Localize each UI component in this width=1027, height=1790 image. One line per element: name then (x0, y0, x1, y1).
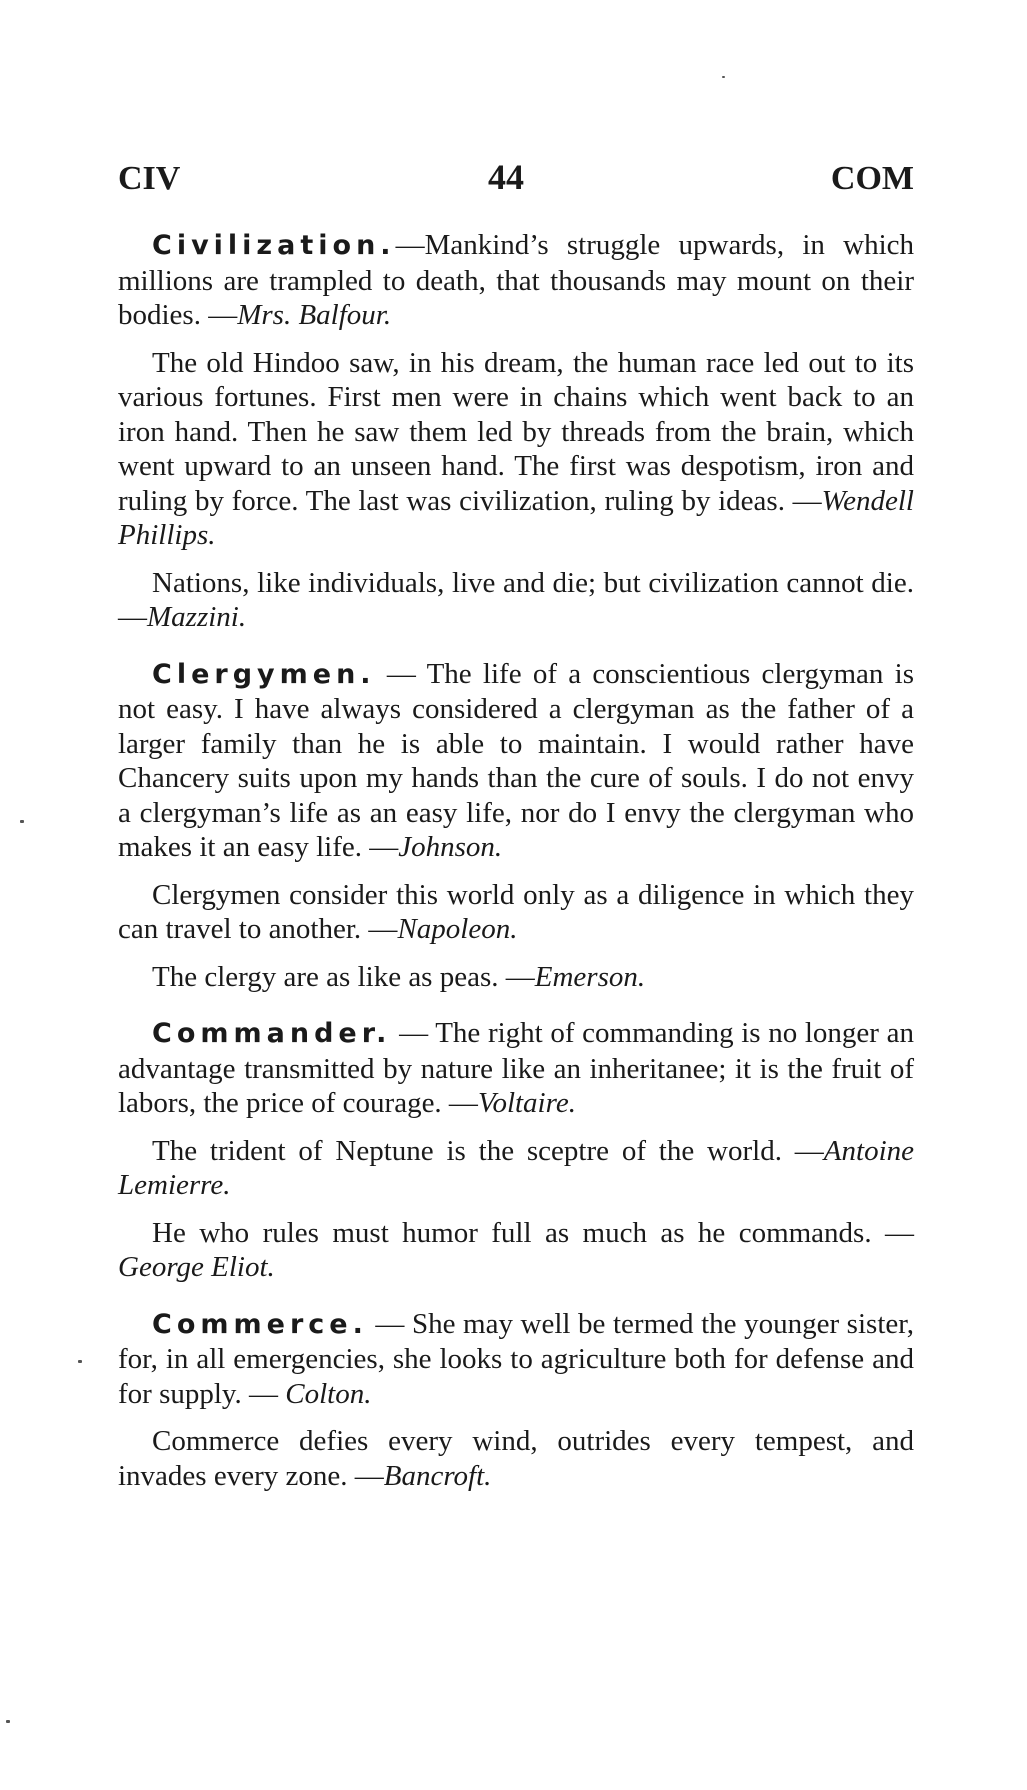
quote-author: George Eliot. (118, 1251, 275, 1283)
quote-entry (118, 1016, 914, 1121)
quote-text: Nations, like individuals, live and die; but civilization cannot die. — (118, 566, 914, 633)
quote-author: Colton. (285, 1377, 372, 1410)
quote-text: Commerce defies every wind, outrides every tempest, and invades every zone. — (118, 1425, 914, 1492)
quote-entry (118, 1216, 914, 1285)
quote-entry (118, 960, 914, 995)
quote-text: The clergy are as like as peas. — (152, 960, 535, 993)
quote-entry (118, 346, 914, 553)
quote-author: Emerson. (534, 960, 646, 993)
header-right-guideword: COM (830, 160, 914, 197)
quote-entry (118, 566, 914, 635)
quote-author: Bancroft. (383, 1459, 492, 1492)
quote-author: Johnson. (398, 831, 503, 863)
scan-speck (722, 76, 725, 78)
topic-heading: Commerce. (152, 1308, 368, 1340)
quote-entry (118, 228, 914, 333)
topic-heading: Civilization. (152, 230, 396, 261)
quote-entry (118, 878, 914, 947)
scan-speck (6, 1720, 10, 1723)
page-number: 44 (488, 157, 524, 197)
quote-text: — The life of a conscientious clergyman is not easy. I have always considered a clergyman as the father of a larger family than he is able to maintain. I would rather have Chancery suits upon my hands than the cure of souls. I do not envy a clergyman’s life as an easy life, nor do I envy the clergyman who makes it an easy life. — (118, 657, 914, 863)
quote-author: Mazzini. (147, 601, 247, 633)
quote-text: He who rules must humor full as much as he commands. — (152, 1216, 914, 1249)
quote-entry (118, 1134, 914, 1203)
quote-text: The old Hindoo saw, in his dream, the human race led out to its various fortunes. First men were in chains which went back to an iron hand. Then he saw them led by threads from the brain, which went upward to an unseen hand. The first was despotism, iron and ruling by force. The last was civilization, ruling by ideas. — (118, 346, 914, 517)
quote-author: Voltaire. (477, 1087, 576, 1119)
quote-entry (118, 1424, 914, 1493)
header-left-guideword: CIV (118, 160, 181, 197)
topic-heading: Commander. (152, 1018, 392, 1049)
topic-heading: Clergymen. (152, 658, 376, 690)
quote-author: Mrs. Balfour. (237, 299, 392, 331)
quote-text: The trident of Neptune is the sceptre of the world. — (152, 1134, 824, 1167)
quote-entry (118, 1307, 914, 1412)
scan-speck (20, 820, 24, 823)
quote-text: — The right of commanding is no longer an advantage transmitted by nature like an inheritanee; it is the fruit of labors, the price of courage. — (118, 1017, 914, 1119)
quote-text: —Mankind’s struggle upwards, in which millions are trampled to death, that thousands may mount on their bodies. — (118, 229, 914, 331)
quote-text: Clergymen consider this world only as a diligence in which they can travel to another. — (118, 878, 914, 945)
quote-author: Wendell Phillips. (118, 484, 914, 551)
quote-author: Antoine Lemierre. (118, 1134, 914, 1201)
running-header (118, 157, 914, 210)
quote-text: — She may well be termed the younger sister, for, in all emergencies, she looks to agriculture both for defense and for supply. — (118, 1307, 914, 1410)
quote-author: Napoleon. (397, 913, 518, 945)
scan-speck (78, 1360, 82, 1363)
page-body (118, 228, 914, 1493)
quote-entry (118, 657, 914, 865)
